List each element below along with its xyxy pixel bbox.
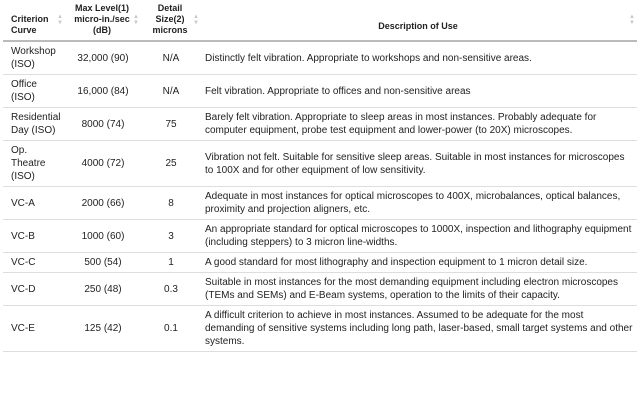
column-header-max-level[interactable]: [65, 0, 141, 41]
table-body: [3, 41, 637, 352]
description-cell: Vibration not felt. Suitable for sensitive sleep areas. Suitable in most instances for microscopes to 100X and for other equipment of low sensitivity.: [201, 141, 637, 187]
criterion-header-label: Criterion Curve: [11, 14, 49, 35]
table-row: [3, 187, 637, 220]
table-row: [3, 253, 637, 273]
detail-size-cell: 8: [141, 187, 201, 220]
description-header-label: Description of Use: [378, 20, 458, 31]
description-cell: Felt vibration. Appropriate to offices and non-sensitive areas: [201, 75, 637, 108]
detail-size-cell: N/A: [141, 75, 201, 108]
max-level-cell: 4000 (72): [65, 141, 141, 187]
max-level-cell: 8000 (74): [65, 108, 141, 141]
detail-size-cell: 1: [141, 253, 201, 273]
sort-arrows-icon[interactable]: ▲ ▼: [629, 14, 635, 26]
table-row: [3, 108, 637, 141]
criterion-cell: Residential Day (ISO): [3, 108, 65, 141]
sort-arrows-icon[interactable]: ▲ ▼: [193, 14, 199, 26]
header-row: [3, 0, 637, 41]
max-level-cell: 125 (42): [65, 306, 141, 352]
description-cell: Adequate in most instances for optical microscopes to 400X, microbalances, optical balances, proximity and projection aligners, etc.: [201, 187, 637, 220]
detail-size-cell: N/A: [141, 41, 201, 75]
column-header-criterion[interactable]: [3, 0, 65, 41]
table-row: [3, 41, 637, 75]
table-row: [3, 75, 637, 108]
criterion-cell: VC-D: [3, 273, 65, 306]
max-level-cell: 1000 (60): [65, 220, 141, 253]
criterion-cell: VC-E: [3, 306, 65, 352]
table-row: [3, 220, 637, 253]
sort-arrows-icon[interactable]: ▲ ▼: [133, 14, 139, 26]
table-row: [3, 273, 637, 306]
criterion-cell: Office (ISO): [3, 75, 65, 108]
max-level-cell: 2000 (66): [65, 187, 141, 220]
detail-size-cell: 75: [141, 108, 201, 141]
column-header-detail-size[interactable]: [141, 0, 201, 41]
table-row: [3, 141, 637, 187]
criterion-cell: VC-C: [3, 253, 65, 273]
max-level-header-label: Max Level(1) micro-in./sec (dB): [74, 3, 130, 35]
max-level-cell: 32,000 (90): [65, 41, 141, 75]
description-cell: A good standard for most lithography and inspection equipment to 1 micron detail size.: [201, 253, 637, 273]
detail-size-header-label: Detail Size(2) microns: [152, 3, 188, 35]
criterion-cell: Workshop (ISO): [3, 41, 65, 75]
sort-arrows-icon[interactable]: ▲ ▼: [57, 14, 63, 26]
max-level-cell: 250 (48): [65, 273, 141, 306]
description-cell: A difficult criterion to achieve in most instances. Assumed to be adequate for the most demanding of sensitive systems including long path, laser-based, small target systems and other systems.: [201, 306, 637, 352]
detail-size-cell: 0.3: [141, 273, 201, 306]
vibration-criteria-table: [3, 0, 637, 352]
detail-size-cell: 0.1: [141, 306, 201, 352]
criterion-cell: VC-A: [3, 187, 65, 220]
table-row: [3, 306, 637, 352]
description-cell: Distinctly felt vibration. Appropriate to workshops and non-sensitive areas.: [201, 41, 637, 75]
description-cell: Suitable in most instances for the most demanding equipment including electron microscopes (TEMs and SEMs) and E-Beam systems, operation to the limits of their capacity.: [201, 273, 637, 306]
criterion-cell: Op. Theatre (ISO): [3, 141, 65, 187]
description-cell: Barely felt vibration. Appropriate to sleep areas in most instances. Probably adequate for computer equipment, probe test equipment and lower-power (to 20X) microscopes.: [201, 108, 637, 141]
column-header-description[interactable]: [201, 0, 637, 41]
criterion-cell: VC-B: [3, 220, 65, 253]
description-cell: An appropriate standard for optical microscopes to 1000X, inspection and lithography equipment (including steppers) to 3 micron line-widths.: [201, 220, 637, 253]
max-level-cell: 16,000 (84): [65, 75, 141, 108]
max-level-cell: 500 (54): [65, 253, 141, 273]
detail-size-cell: 3: [141, 220, 201, 253]
detail-size-cell: 25: [141, 141, 201, 187]
